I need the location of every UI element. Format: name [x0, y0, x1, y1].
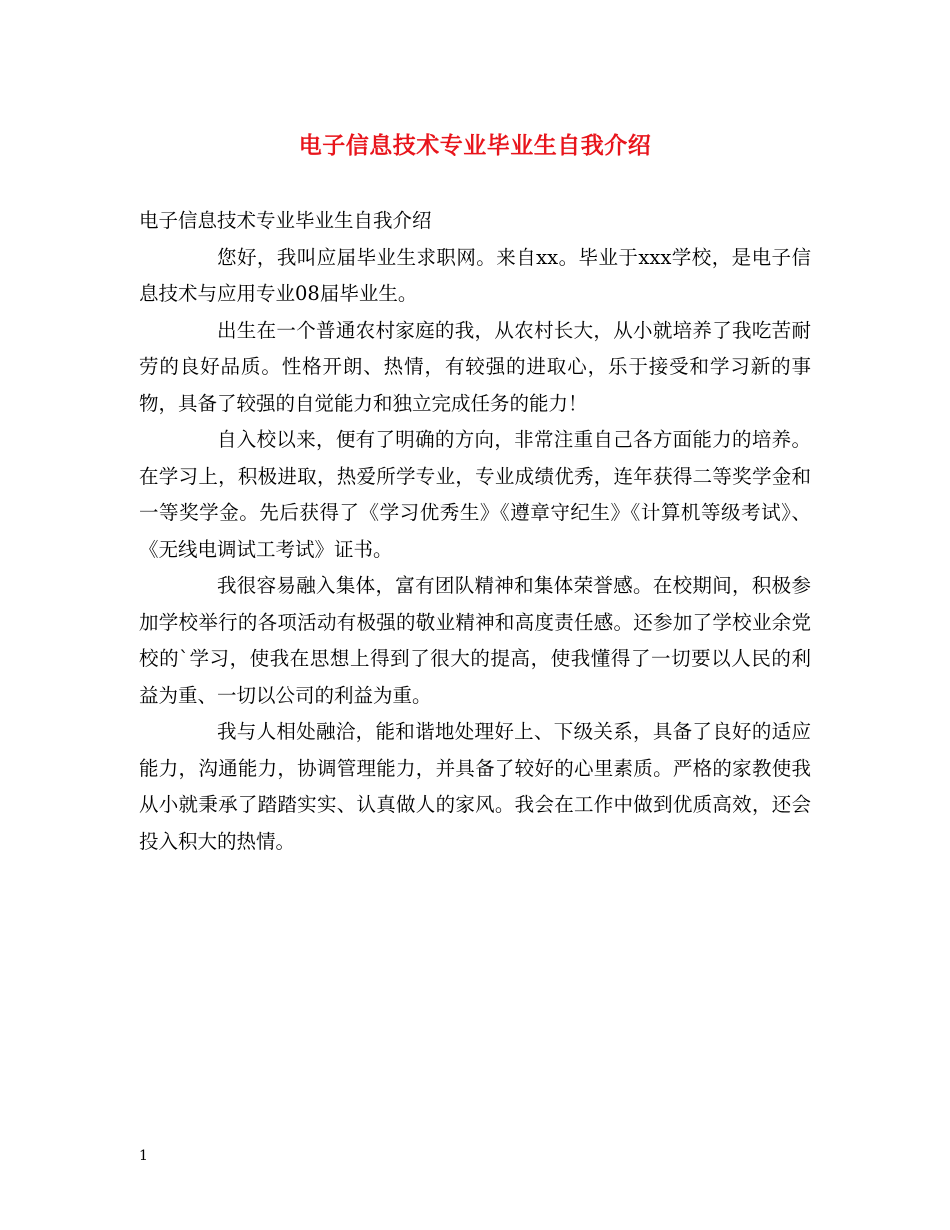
- document-body: [139, 203, 811, 860]
- page-number: 1: [139, 1148, 148, 1164]
- paragraph-background: 出生在一个普通农村家庭的我，从农村长大，从小就培养了我吃苦耐劳的良好品质。性格开朗、热情，有较强的进取心，乐于接受和学习新的事物，具备了较强的自觉能力和独立完成任务的能力！: [139, 318, 811, 415]
- paragraph-character: 我与人相处融洽，能和谐地处理好上、下级关系，具备了良好的适应能力，沟通能力，协调管理能力，并具备了较好的心里素质。严格的家教使我从小就秉承了踏踏实实、认真做人的家风。我会在工作中做到优质高效，还会投入积大的热情。: [139, 720, 811, 853]
- document-title: 电子信息技术专业毕业生自我介绍: [298, 132, 652, 159]
- paragraph-teamwork: 我很容易融入集体，富有团队精神和集体荣誉感。在校期间，积极参加学校举行的各项活动有极强的敬业精神和高度责任感。还参加了学校业余党校的`学习，使我在思想上得到了很大的提高，使我懂得了一切要以人民的利益为重、一切以公司的利益为重。: [139, 574, 811, 707]
- paragraph-study: 自入校以来，便有了明确的方向，非常注重自己各方面能力的培养。在学习上，积极进取，热爱所学专业，专业成绩优秀，连年获得二等奖学金和一等奖学金。先后获得了《学习优秀生》《遵章守纪生》《计算机等级考试》、《无线电调试工考试》证书。: [139, 428, 811, 561]
- document-subheading: 电子信息技术专业毕业生自我介绍: [139, 209, 432, 232]
- paragraph-intro: 您好，我叫应届毕业生求职网。来自xx。毕业于xxx学校，是电子信息技术与应用专业08届毕业生。: [139, 245, 811, 305]
